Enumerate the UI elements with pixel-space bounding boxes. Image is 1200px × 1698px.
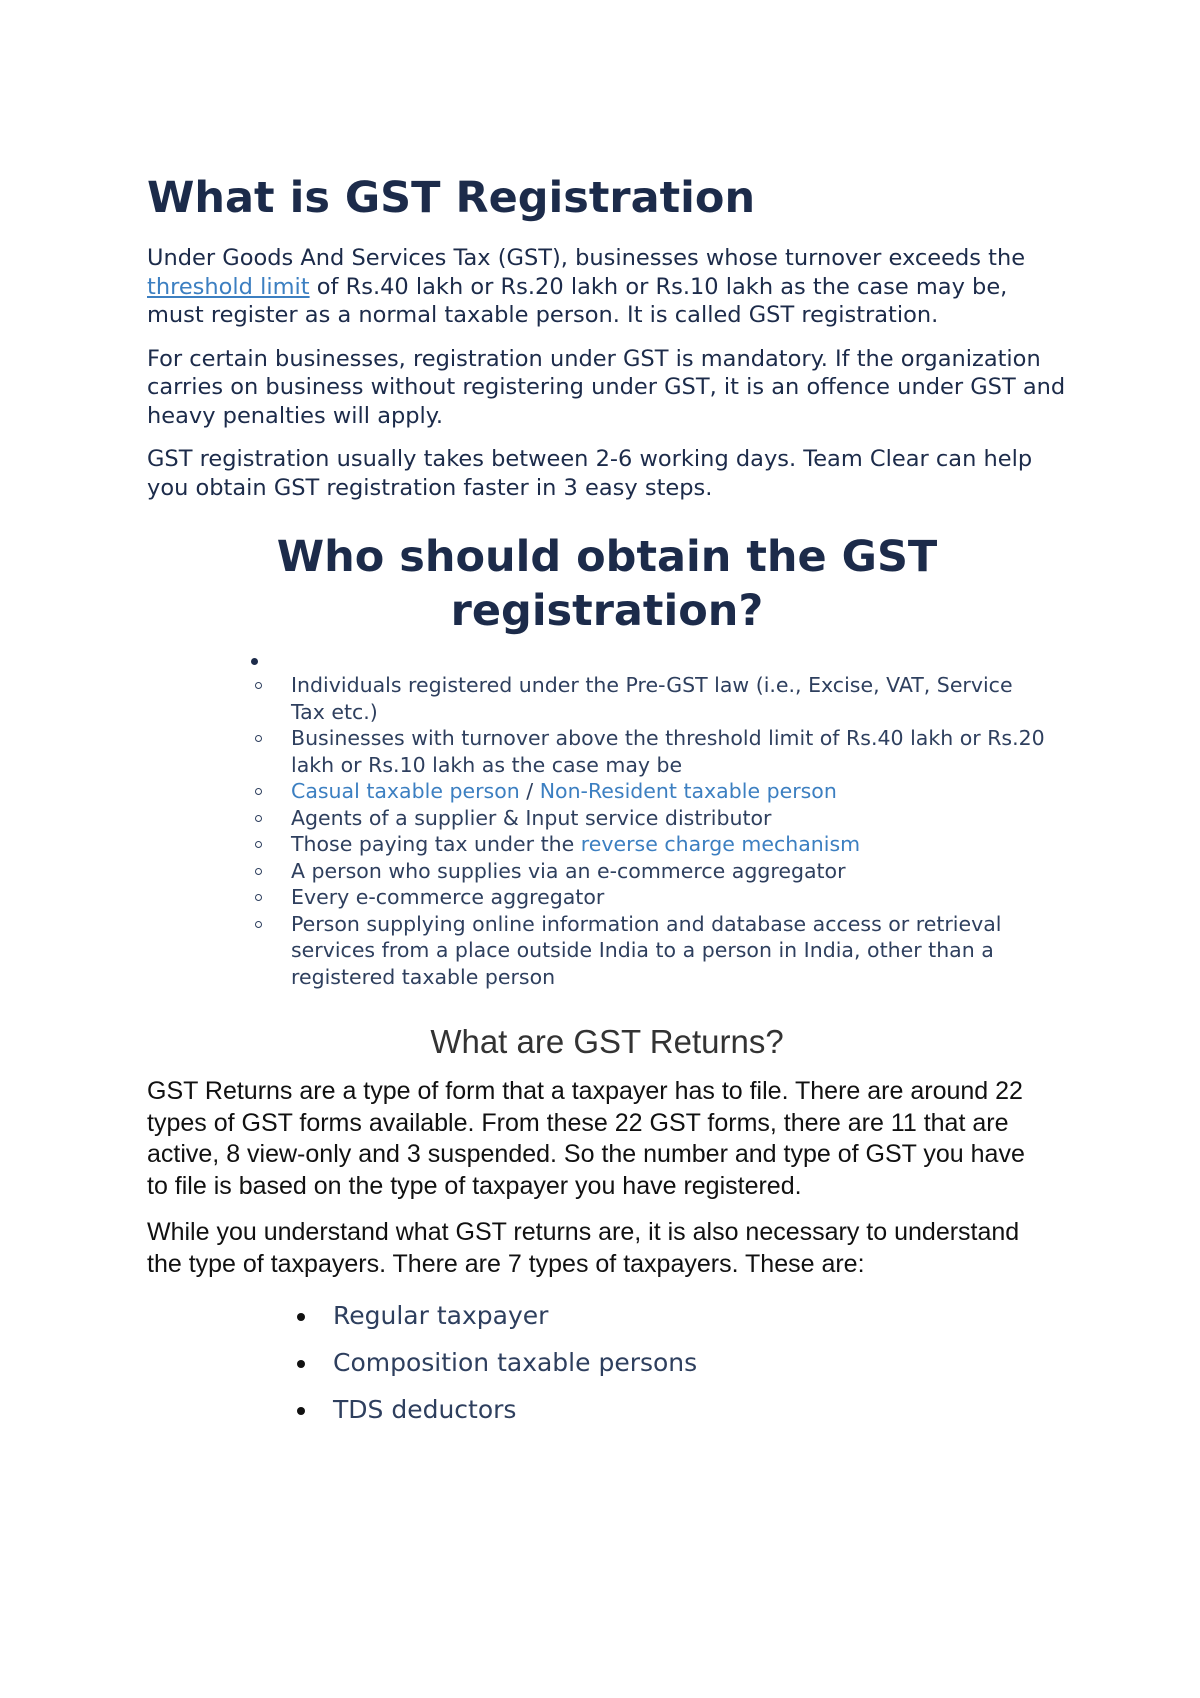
eligible-persons-list bbox=[255, 672, 1067, 990]
non-resident-taxable-person-link[interactable]: Non-Resident taxable person bbox=[539, 779, 837, 803]
list-item bbox=[333, 1394, 1067, 1426]
threshold-limit-link[interactable]: threshold limit bbox=[147, 273, 310, 300]
list-item bbox=[333, 1300, 1067, 1332]
list-item bbox=[255, 778, 1047, 805]
list-item-text: Composition taxable persons bbox=[333, 1348, 698, 1377]
nested-list-container bbox=[255, 672, 1067, 990]
list-item bbox=[255, 831, 1047, 858]
list-item bbox=[333, 1347, 1067, 1379]
list-item bbox=[255, 858, 1047, 885]
taxpayer-types-paragraph: While you understand what GST returns are, it is also necessary to understand the type of taxpayers. There are 7 types of taxpayers. These are: bbox=[147, 1218, 1020, 1278]
list-item-text: Businesses with turnover above the threshold limit of Rs.40 lakh or Rs.20 lakh or Rs.10 lakh as the case may be bbox=[291, 726, 1045, 777]
circle-bullet-icon bbox=[255, 868, 262, 875]
taxpayer-types-list bbox=[147, 1300, 1067, 1426]
list-item bbox=[255, 672, 1047, 725]
intro-text-after-link: of Rs.40 lakh or Rs.20 lakh or Rs.10 lakh as the case may be, must register as a normal taxable person. It is called GST registration. bbox=[147, 273, 1008, 328]
who-should-obtain-list bbox=[147, 650, 1067, 990]
gst-returns-paragraph: GST Returns are a type of form that a taxpayer has to file. There are around 22 types of GST forms available. From these 22 GST forms, there are 11 that are active, 8 view-only and 3 suspended. So the number and type of GST you have to file is based on the type of taxpayer you have registered. bbox=[147, 1077, 1025, 1200]
circle-bullet-icon bbox=[255, 788, 262, 795]
gst-returns-heading: What are GST Returns? bbox=[430, 1023, 784, 1060]
list-item-text: A person who supplies via an e-commerce aggregator bbox=[291, 858, 846, 883]
circle-bullet-icon bbox=[255, 735, 262, 742]
list-item-text: Regular taxpayer bbox=[333, 1301, 549, 1330]
gst-intro-paragraph bbox=[147, 244, 1067, 330]
list-item bbox=[255, 805, 1047, 832]
list-item-text: Person supplying online information and database access or retrieval services from a place outside India to a person in India, other than a registered taxable person bbox=[291, 911, 1002, 989]
link-separator: / bbox=[519, 779, 540, 803]
circle-bullet-icon bbox=[255, 894, 262, 901]
list-item-text: Individuals registered under the Pre-GST law (i.e., Excise, VAT, Service Tax etc.) bbox=[291, 673, 1013, 724]
gst-registration-heading: What is GST Registration bbox=[147, 173, 756, 223]
bullet-dot-icon bbox=[297, 1313, 305, 1321]
list-item-text: TDS deductors bbox=[333, 1395, 517, 1424]
list-item bbox=[255, 911, 1047, 991]
bullet-dot-icon bbox=[297, 1407, 305, 1415]
reverse-charge-mechanism-link[interactable]: reverse charge mechanism bbox=[580, 832, 861, 856]
casual-taxable-person-link[interactable]: Casual taxable person bbox=[291, 779, 520, 803]
document-content bbox=[147, 170, 1067, 1441]
intro-text-before-link: Under Goods And Services Tax (GST), businesses whose turnover exceeds the bbox=[147, 245, 1026, 271]
bullet-dot-icon bbox=[297, 1360, 305, 1368]
who-should-obtain-heading: Who should obtain the GST registration? bbox=[276, 532, 938, 636]
circle-bullet-icon bbox=[255, 815, 262, 822]
bullet-dot-icon bbox=[251, 658, 258, 665]
circle-bullet-icon bbox=[255, 682, 262, 689]
mandatory-registration-paragraph: For certain businesses, registration under GST is mandatory. If the organization carries on business without registering under GST, it is an offence under GST and heavy penalties will apply. bbox=[147, 345, 1066, 429]
list-item bbox=[255, 725, 1047, 778]
empty-bullet-item bbox=[255, 650, 1067, 672]
list-item-text: Those paying tax under the bbox=[291, 832, 581, 856]
list-item-text: Agents of a supplier & Input service distributor bbox=[291, 805, 772, 830]
list-item-text: Every e-commerce aggregator bbox=[291, 885, 605, 909]
circle-bullet-icon bbox=[255, 841, 262, 848]
list-item bbox=[255, 884, 1047, 911]
registration-time-paragraph: GST registration usually takes between 2-6 working days. Team Clear can help you obtain GST registration faster in 3 easy steps. bbox=[147, 446, 1033, 501]
circle-bullet-icon bbox=[255, 921, 262, 928]
